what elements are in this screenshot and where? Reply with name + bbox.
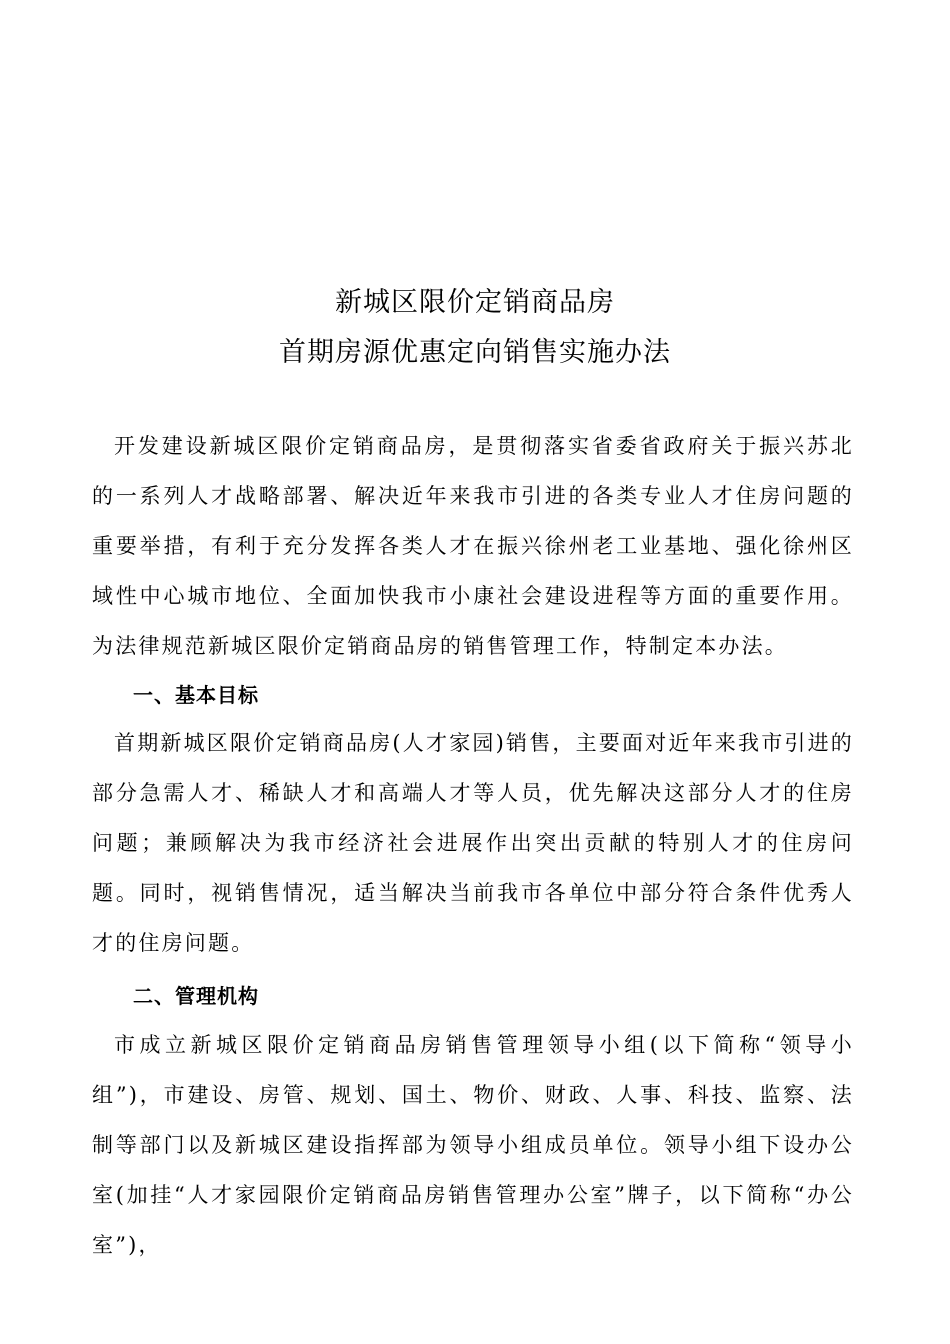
- basic-goals-paragraph: 首期新城区限价定销商品房(人才家园)销售，主要面对近年来我市引进的部分急需人才、稀缺人才和高端人才等人员，优先解决这部分人才的住房问题；兼顾解决为我市经济社会进展作出突出贡献的特别人才的住房问题。同时，视销售情况，适当解决当前我市各单位中部分符合条件优秀人才的住房问题。: [92, 731, 854, 955]
- section-heading-basic-goals: 一、基本目标: [133, 683, 259, 707]
- management-paragraph: 市成立新城区限价定销商品房销售管理领导小组(以下简称“领导小组”)，市建设、房管、规划、国土、物价、财政、人事、科技、监察、法制等部门以及新城区建设指挥部为领导小组成员单位。领导小组下设办公室(加挂“人才家园限价定销商品房销售管理办公室”牌子，以下简称“办公室”)，: [92, 1033, 854, 1257]
- document-title-line-2: 首期房源优惠定向销售实施办法: [279, 337, 671, 368]
- document-title-line-1: 新城区限价定销商品房: [335, 287, 615, 318]
- intro-paragraph: 开发建设新城区限价定销商品房，是贯彻落实省委省政府关于振兴苏北的一系列人才战略部署、解决近年来我市引进的各类专业人才住房问题的重要举措，有利于充分发挥各类人才在振兴徐州老工业基地、强化徐州区域性中心城市地位、全面加快我市小康社会建设进程等方面的重要作用。为法律规范新城区限价定销商品房的销售管理工作，特制定本办法。: [92, 434, 854, 658]
- section-heading-management: 二、管理机构: [133, 984, 259, 1008]
